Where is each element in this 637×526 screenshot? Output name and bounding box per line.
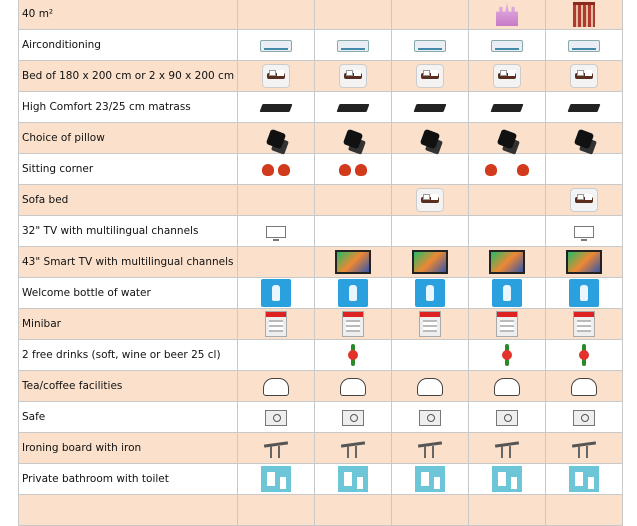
room-type-cell (546, 154, 623, 185)
room-type-cell (546, 61, 623, 92)
amenity-label: Sitting corner (19, 154, 238, 185)
room-type-cell (546, 247, 623, 278)
minibar-icon (265, 311, 287, 337)
small-tv-icon (266, 226, 286, 238)
water-bottle-icon (415, 279, 445, 307)
table-row (19, 92, 623, 123)
airconditioner-icon (414, 40, 446, 52)
room-type-cell (469, 402, 546, 433)
table-row (19, 433, 623, 464)
kettle-icon (417, 378, 443, 396)
amenity-label: Ironing board with iron (19, 433, 238, 464)
room-type-cell (238, 278, 315, 309)
room-type-cell (469, 92, 546, 123)
mattress-icon (337, 104, 370, 112)
pillow-icon (343, 129, 364, 150)
room-type-cell (315, 371, 392, 402)
table-row (19, 30, 623, 61)
ironing-board-icon (262, 437, 290, 459)
amenities-table-body (19, 0, 623, 526)
amenity-label (19, 495, 238, 526)
table-row (19, 61, 623, 92)
room-type-cell (469, 464, 546, 495)
room-type-cell (315, 340, 392, 371)
room-type-cell (392, 185, 469, 216)
room-type-cell (315, 402, 392, 433)
small-tv-icon (574, 226, 594, 238)
room-type-cell (392, 92, 469, 123)
table-row (19, 309, 623, 340)
armchairs-icon (260, 163, 292, 177)
smart-tv-icon (566, 250, 602, 274)
room-type-cell (315, 92, 392, 123)
room-type-cell (238, 185, 315, 216)
room-type-cell (315, 464, 392, 495)
table-row (19, 154, 623, 185)
table-row (19, 278, 623, 309)
room-type-cell (546, 278, 623, 309)
amenity-label: Bed of 180 x 200 cm or 2 x 90 x 200 cm (19, 61, 238, 92)
room-type-cell (546, 123, 623, 154)
bathroom-icon (492, 466, 522, 492)
room-type-cell (469, 61, 546, 92)
bathroom-icon (338, 466, 368, 492)
building-icon (573, 2, 595, 27)
amenity-label: 43" Smart TV with multilingual channels (19, 247, 238, 278)
room-type-cell (469, 154, 546, 185)
amenity-label: Safe (19, 402, 238, 433)
ironing-board-icon (339, 437, 367, 459)
pillow-icon (266, 129, 287, 150)
bed-icon (416, 64, 444, 88)
room-type-cell (392, 216, 469, 247)
room-type-cell (546, 92, 623, 123)
room-type-cell (238, 247, 315, 278)
kettle-icon (340, 378, 366, 396)
room-type-cell (392, 495, 469, 526)
mattress-icon (414, 104, 447, 112)
mattress-icon (491, 104, 524, 112)
room-type-cell (469, 185, 546, 216)
room-type-cell (238, 371, 315, 402)
safe-icon (496, 410, 518, 426)
smart-tv-icon (489, 250, 525, 274)
room-type-cell (469, 309, 546, 340)
room-type-cell (238, 402, 315, 433)
room-type-cell (315, 309, 392, 340)
room-type-cell (546, 309, 623, 340)
room-type-cell (546, 433, 623, 464)
amenity-label: Minibar (19, 309, 238, 340)
safe-icon (573, 410, 595, 426)
room-type-cell (238, 92, 315, 123)
bed-icon (339, 64, 367, 88)
airconditioner-icon (568, 40, 600, 52)
pillow-icon (574, 129, 595, 150)
room-type-cell (546, 0, 623, 30)
room-type-cell (238, 433, 315, 464)
room-amenities-table (18, 0, 623, 526)
kettle-icon (571, 378, 597, 396)
room-type-cell (238, 61, 315, 92)
room-type-cell (546, 185, 623, 216)
table-row (19, 216, 623, 247)
armchairs-icon (337, 163, 369, 177)
room-type-cell (315, 123, 392, 154)
bed-icon (262, 64, 290, 88)
table-row (19, 0, 623, 30)
room-type-cell (238, 30, 315, 61)
table-row (19, 340, 623, 371)
amenity-label: Airconditioning (19, 30, 238, 61)
bed-icon (493, 64, 521, 88)
table-row (19, 402, 623, 433)
minibar-icon (573, 311, 595, 337)
room-type-cell (315, 61, 392, 92)
room-type-cell (469, 340, 546, 371)
amenity-label: Choice of pillow (19, 123, 238, 154)
water-bottle-icon (492, 279, 522, 307)
room-type-cell (392, 0, 469, 30)
room-type-cell (392, 61, 469, 92)
bathroom-icon (415, 466, 445, 492)
bed-icon (570, 64, 598, 88)
room-type-cell (546, 402, 623, 433)
room-type-cell (238, 216, 315, 247)
amenity-label: High Comfort 23/25 cm matrass (19, 92, 238, 123)
ironing-board-icon (570, 437, 598, 459)
room-type-cell (469, 216, 546, 247)
drinks-icon (579, 344, 589, 366)
room-type-cell (315, 433, 392, 464)
sofa-bed-icon (570, 188, 598, 212)
room-type-cell (469, 495, 546, 526)
room-type-cell (392, 247, 469, 278)
room-type-cell (315, 154, 392, 185)
room-type-cell (392, 154, 469, 185)
table-row (19, 185, 623, 216)
room-type-cell (315, 247, 392, 278)
amenity-label: Welcome bottle of water (19, 278, 238, 309)
kettle-icon (263, 378, 289, 396)
room-type-cell (315, 216, 392, 247)
room-type-cell (392, 278, 469, 309)
amenity-label: 2 free drinks (soft, wine or beer 25 cl) (19, 340, 238, 371)
room-type-cell (238, 0, 315, 30)
water-bottle-icon (338, 279, 368, 307)
safe-icon (342, 410, 364, 426)
room-type-cell (392, 309, 469, 340)
bathroom-icon (261, 466, 291, 492)
room-type-cell (392, 371, 469, 402)
ironing-board-icon (416, 437, 444, 459)
room-type-cell (469, 433, 546, 464)
room-type-cell (546, 216, 623, 247)
table-row (19, 247, 623, 278)
amenity-label: Tea/coffee facilities (19, 371, 238, 402)
room-type-cell (315, 278, 392, 309)
airconditioner-icon (337, 40, 369, 52)
table-row (19, 123, 623, 154)
room-type-cell (392, 464, 469, 495)
castle-icon (496, 2, 518, 26)
mattress-icon (568, 104, 601, 112)
room-type-cell (546, 464, 623, 495)
room-type-cell (469, 0, 546, 30)
minibar-icon (342, 311, 364, 337)
kettle-icon (494, 378, 520, 396)
airconditioner-icon (491, 40, 523, 52)
room-type-cell (546, 30, 623, 61)
amenity-label: Private bathroom with toilet (19, 464, 238, 495)
smart-tv-icon (335, 250, 371, 274)
room-type-cell (469, 371, 546, 402)
room-type-cell (315, 185, 392, 216)
bathroom-icon (569, 466, 599, 492)
safe-icon (419, 410, 441, 426)
room-type-cell (546, 371, 623, 402)
room-type-cell (238, 340, 315, 371)
room-type-cell (238, 309, 315, 340)
room-type-cell (469, 247, 546, 278)
minibar-icon (419, 311, 441, 337)
room-type-cell (392, 340, 469, 371)
room-type-cell (238, 495, 315, 526)
room-type-cell (392, 30, 469, 61)
room-type-cell (238, 464, 315, 495)
ironing-board-icon (493, 437, 521, 459)
amenity-label: 32" TV with multilingual channels (19, 216, 238, 247)
armchairs-wide-icon (483, 163, 531, 177)
pillow-icon (420, 129, 441, 150)
drinks-icon (348, 344, 358, 366)
table-row (19, 495, 623, 526)
room-type-cell (315, 495, 392, 526)
room-type-cell (315, 30, 392, 61)
table-row (19, 371, 623, 402)
sofa-bed-icon (416, 188, 444, 212)
room-type-cell (315, 0, 392, 30)
safe-icon (265, 410, 287, 426)
room-type-cell (546, 340, 623, 371)
smart-tv-icon (412, 250, 448, 274)
room-type-cell (546, 495, 623, 526)
drinks-icon (502, 344, 512, 366)
water-bottle-icon (261, 279, 291, 307)
room-type-cell (392, 123, 469, 154)
room-type-cell (238, 154, 315, 185)
room-type-cell (469, 278, 546, 309)
minibar-icon (496, 311, 518, 337)
amenity-label: Sofa bed (19, 185, 238, 216)
room-type-cell (392, 402, 469, 433)
room-type-cell (469, 123, 546, 154)
room-type-cell (392, 433, 469, 464)
water-bottle-icon (569, 279, 599, 307)
amenity-label: 40 m² (19, 0, 238, 30)
pillow-icon (497, 129, 518, 150)
airconditioner-icon (260, 40, 292, 52)
table-row (19, 464, 623, 495)
mattress-icon (260, 104, 293, 112)
room-type-cell (238, 123, 315, 154)
room-type-cell (469, 30, 546, 61)
